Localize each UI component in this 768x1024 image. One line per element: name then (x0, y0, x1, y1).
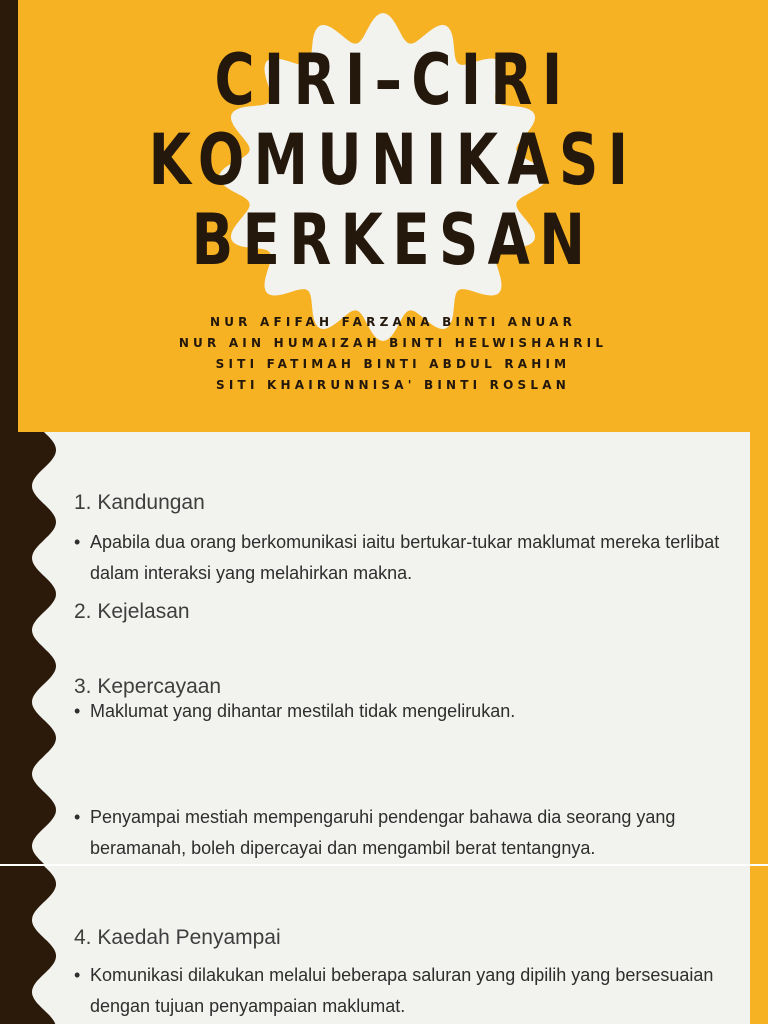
right-accent-bar (750, 866, 768, 1024)
left-dark-strip (0, 0, 18, 432)
title-line: CIRI–CIRI (214, 39, 572, 121)
wavy-left-border (0, 866, 60, 1024)
title-line: BERKESAN (191, 199, 595, 281)
content-slide (0, 432, 768, 864)
bullet-dot-icon: • (74, 532, 81, 552)
author-name: SITI FATIMAH BINTI ABDUL RAHIM (215, 357, 571, 371)
bullet-item (74, 802, 750, 864)
bullet-item (74, 527, 750, 589)
section-heading: 1. Kandungan (74, 491, 205, 514)
author-list (18, 312, 768, 396)
bullet-text: Apabila dua orang berkomunikasi iaitu bertukar-tukar maklumat mereka terlibat dalam interaksi yang melahirkan makna. (90, 532, 720, 583)
bullet-dot-icon: • (74, 807, 81, 827)
bullet-item (74, 960, 750, 1022)
bullet-text: Penyampai mestiah mempengaruhi pendengar bahawa dia seorang yang beramanah, boleh dipercayai dan mengambil berat tentangnya. (90, 807, 676, 858)
wavy-left-border (0, 432, 60, 864)
bullet-text: Maklumat yang dihantar mestilah tidak mengelirukan. (90, 701, 516, 721)
bullet-dot-icon: • (74, 701, 81, 721)
bullet-dot-icon: • (74, 965, 81, 985)
section-heading: 3. Kepercayaan (74, 675, 222, 698)
content-slide (0, 866, 768, 1024)
right-accent-bar (750, 432, 768, 864)
section-heading: 4. Kaedah Penyampai (74, 926, 281, 949)
author-name: SITI KHAIRUNNISA' BINTI ROSLAN (216, 378, 570, 392)
slide-title (18, 40, 768, 280)
author-name: NUR AIN HUMAIZAH BINTI HELWISHAHRIL (178, 336, 608, 350)
bullet-text: Komunikasi dilakukan melalui beberapa saluran yang dipilih yang bersesuaian dengan tujuan penyampaian maklumat. (90, 965, 714, 1016)
title-line: KOMUNIKASI (148, 119, 638, 201)
title-slide (0, 0, 768, 432)
author-name: NUR AFIFAH FARZANA BINTI ANUAR (209, 315, 577, 329)
section-heading: 2. Kejelasan (74, 600, 190, 623)
